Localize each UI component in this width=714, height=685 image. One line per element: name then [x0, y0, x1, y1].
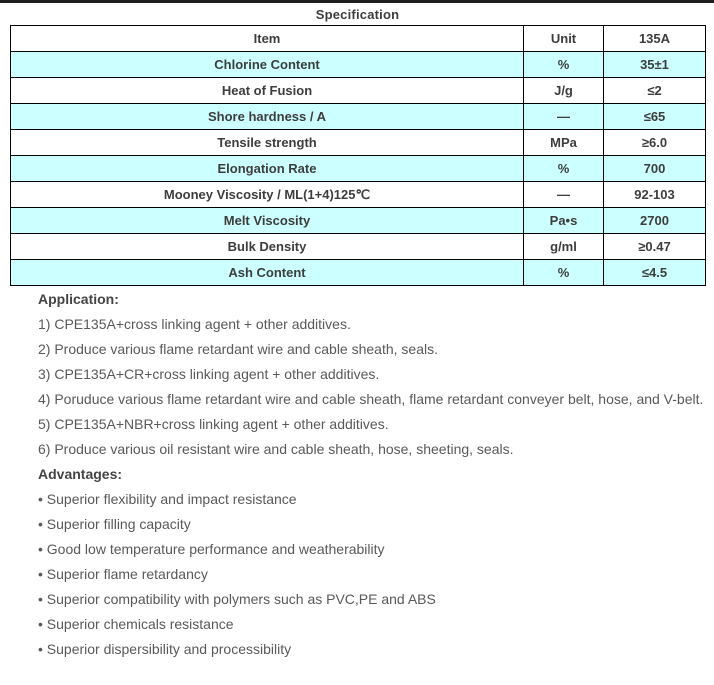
- unit-cell: Pa•s: [524, 208, 604, 234]
- page-title: Specification: [315, 7, 400, 22]
- value-cell: ≤4.5: [604, 260, 706, 286]
- item-cell: Bulk Density: [11, 234, 524, 260]
- value-cell: ≤2: [604, 78, 706, 104]
- item-cell: Melt Viscosity: [11, 208, 524, 234]
- table-row: [11, 260, 706, 286]
- advantage-item: • Superior dispersibility and processibility: [38, 641, 292, 657]
- advantage-item: • Good low temperature performance and weatherability: [38, 541, 385, 557]
- value-cell: 92-103: [604, 182, 706, 208]
- application-heading: Application:: [38, 291, 119, 307]
- column-header-grade: 135A: [604, 26, 706, 52]
- advantage-item: • Superior chemicals resistance: [38, 616, 234, 632]
- specification-table: [10, 25, 706, 286]
- unit-cell: %: [524, 52, 604, 78]
- item-cell: Tensile strength: [11, 130, 524, 156]
- application-item: 6) Produce various oil resistant wire and cable sheath, hose, sheeting, seals.: [38, 441, 514, 457]
- advantage-item: • Superior flexibility and impact resistance: [38, 491, 297, 507]
- item-cell: Chlorine Content: [11, 52, 524, 78]
- item-cell: Elongation Rate: [11, 156, 524, 182]
- advantage-item: • Superior filling capacity: [38, 516, 191, 532]
- item-cell: Mooney Viscosity / ML(1+4)125℃: [11, 182, 524, 208]
- application-item: 3) CPE135A+CR+cross linking agent + other additives.: [38, 366, 380, 382]
- unit-cell: —: [524, 104, 604, 130]
- description-content: [0, 286, 714, 662]
- table-row: [11, 52, 706, 78]
- table-row: [11, 78, 706, 104]
- column-header-item: Item: [11, 26, 524, 52]
- item-cell: Ash Content: [11, 260, 524, 286]
- advantages-heading: Advantages:: [38, 466, 123, 482]
- unit-cell: %: [524, 260, 604, 286]
- unit-cell: —: [524, 182, 604, 208]
- table-row: [11, 182, 706, 208]
- table-row: [11, 104, 706, 130]
- table-header-row: [11, 26, 706, 52]
- unit-cell: J/g: [524, 78, 604, 104]
- value-cell: 35±1: [604, 52, 706, 78]
- unit-cell: MPa: [524, 130, 604, 156]
- table-row: [11, 234, 706, 260]
- value-cell: ≥0.47: [604, 234, 706, 260]
- advantage-item: • Superior compatibility with polymers such as PVC,PE and ABS: [38, 591, 436, 607]
- table-row: [11, 130, 706, 156]
- advantage-item: • Superior flame retardancy: [38, 566, 208, 582]
- application-item: 2) Produce various flame retardant wire and cable sheath, seals.: [38, 341, 438, 357]
- value-cell: ≤65: [604, 104, 706, 130]
- unit-cell: %: [524, 156, 604, 182]
- item-cell: Heat of Fusion: [11, 78, 524, 104]
- application-item: 4) Poruduce various flame retardant wire and cable sheath, flame retardant conveyer belt, hose, and V-belt.: [38, 391, 704, 407]
- table-row: [11, 208, 706, 234]
- column-header-unit: Unit: [524, 26, 604, 52]
- item-cell: Shore hardness / A: [11, 104, 524, 130]
- table-row: [11, 156, 706, 182]
- application-item: 5) CPE135A+NBR+cross linking agent + other additives.: [38, 416, 389, 432]
- application-item: 1) CPE135A+cross linking agent + other additives.: [38, 316, 351, 332]
- value-cell: 700: [604, 156, 706, 182]
- value-cell: 2700: [604, 208, 706, 234]
- value-cell: ≥6.0: [604, 130, 706, 156]
- unit-cell: g/ml: [524, 234, 604, 260]
